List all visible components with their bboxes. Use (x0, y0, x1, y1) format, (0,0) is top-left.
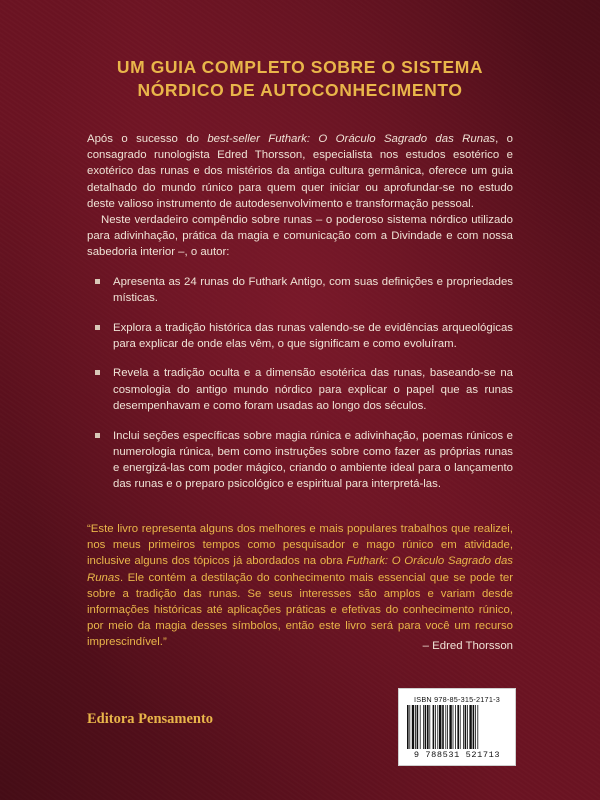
list-item (87, 365, 513, 414)
barcode-bar (457, 705, 459, 749)
quote-book-title: Futhark: O Oráculo Sagrado das Runas (87, 555, 513, 584)
barcode-digits: 9 788531 521713 (413, 750, 501, 760)
bullet-square-icon (95, 370, 100, 375)
list-item (87, 274, 513, 306)
barcode-bar (412, 705, 414, 749)
barcode-bar (409, 705, 410, 749)
intro-book-title: best-seller Futhark: O Oráculo Sagrado das Runas (207, 133, 496, 145)
author-quote (87, 521, 513, 651)
barcode-bar (417, 705, 419, 749)
list-item-text: Inclui seções específicas sobre magia rúnica e adivinhação, poemas rúnicos e numerologia rúnica, bem como instruções sobre como fazer as próprias runas e energizá-las com poder mágico, criando o ambiente ideal para o lançamento das runas e o preparo psicológico e espiritual para interpretá-las. (113, 429, 513, 491)
bullet-square-icon (95, 325, 100, 330)
isbn-barcode (398, 688, 516, 766)
barcode-bar (475, 705, 476, 749)
barcode-bar (435, 705, 436, 749)
barcode-bar (447, 705, 448, 749)
barcode-bar (460, 705, 461, 749)
quote-author: – Edred Thorsson (422, 640, 513, 652)
intro-paragraph (87, 131, 513, 212)
publisher-name: Editora Pensamento (87, 711, 214, 727)
barcode-bar (433, 705, 435, 749)
barcode-bars (407, 705, 507, 749)
list-item-text: Revela a tradição oculta e a dimensão esotérica das runas, baseando-se na cosmologia do antigo mundo nórdico para explicar o papel que as runas desempenhavam e como foram usadas ao longo dos séculos. (113, 367, 513, 412)
list-item (87, 320, 513, 352)
description (87, 131, 513, 506)
barcode-bar (420, 705, 421, 749)
list-item-text: Explora a tradição histórica das runas valendo-se de evidências arqueológicas para explicar de onde elas vêm, o que significam e como evoluíram. (113, 321, 513, 350)
barcode-bar (453, 705, 454, 749)
headline-line-2: NÓRDICO DE AUTOCONHECIMENTO (137, 80, 463, 100)
intro-text-cont: , o consagrado runologista Edred Thorsson, especialista nos estudos esotérico e exotérico das runas e dos mistérios da antiga cultura germânica, oferece um guia detalhado do mundo rúnico para quem quer iniciar ou aprofundar-se no estudo deste valioso instrumento de autodesenvolvimento e transformação pessoal. (87, 133, 513, 210)
barcode-bar (465, 705, 467, 749)
list-item-text: Apresenta as 24 runas do Futhark Antigo, com suas definições e propriedades místicas. (113, 275, 513, 304)
barcode-bar (423, 705, 424, 749)
barcode-bar (473, 705, 475, 749)
barcode-bar (437, 705, 438, 749)
compendium-paragraph: Neste verdadeiro compêndio sobre runas – o poderoso sistema nórdico utilizado para adivinhação, prática da magia e comunicação com a Divindade e com nossa sabedoria interior –, o autor: (87, 214, 513, 259)
headline (0, 56, 600, 102)
barcode-bar (425, 705, 427, 749)
barcode-bar (477, 705, 478, 749)
list-item (87, 428, 513, 493)
barcode-bar (467, 705, 468, 749)
bullet-square-icon (95, 279, 100, 284)
barcode-bar (439, 705, 441, 749)
barcode-bar (415, 705, 416, 749)
bullet-square-icon (95, 433, 100, 438)
barcode-bar (445, 705, 446, 749)
barcode-bar (463, 705, 464, 749)
barcode-bar (407, 705, 409, 749)
barcode-bar (449, 705, 451, 749)
barcode-bar (469, 705, 471, 749)
quote-text-cont: . Ele contém a destilação do conhecimento mais essencial que se pode ter sobre a tradição das runas. Se seus interesses são amplos e variam desde informações históricas até aplicações práticas e efetivas do conhecimento rúnico, por meio da magia desses símbolos, então este livro será para você um recurso imprescindível.” (87, 571, 513, 649)
quote-text: “Este livro representa alguns dos melhores e mais populares trabalhos que realizei, nos meus primeiros tempos como pesquisador e mago rúnico em atividade, inclusive alguns dos tópicos já abordados na obra (87, 523, 513, 568)
headline-line-1: UM GUIA COMPLETO SOBRE O SISTEMA (116, 57, 484, 77)
isbn-label: ISBN 978-85-315-2171-3 (414, 695, 500, 704)
barcode-bar (427, 705, 429, 749)
feature-list (87, 274, 513, 493)
barcode-bar (429, 705, 430, 749)
barcode-bar (442, 705, 444, 749)
intro-text: Após o sucesso do (87, 133, 208, 145)
barcode-bar (455, 705, 456, 749)
